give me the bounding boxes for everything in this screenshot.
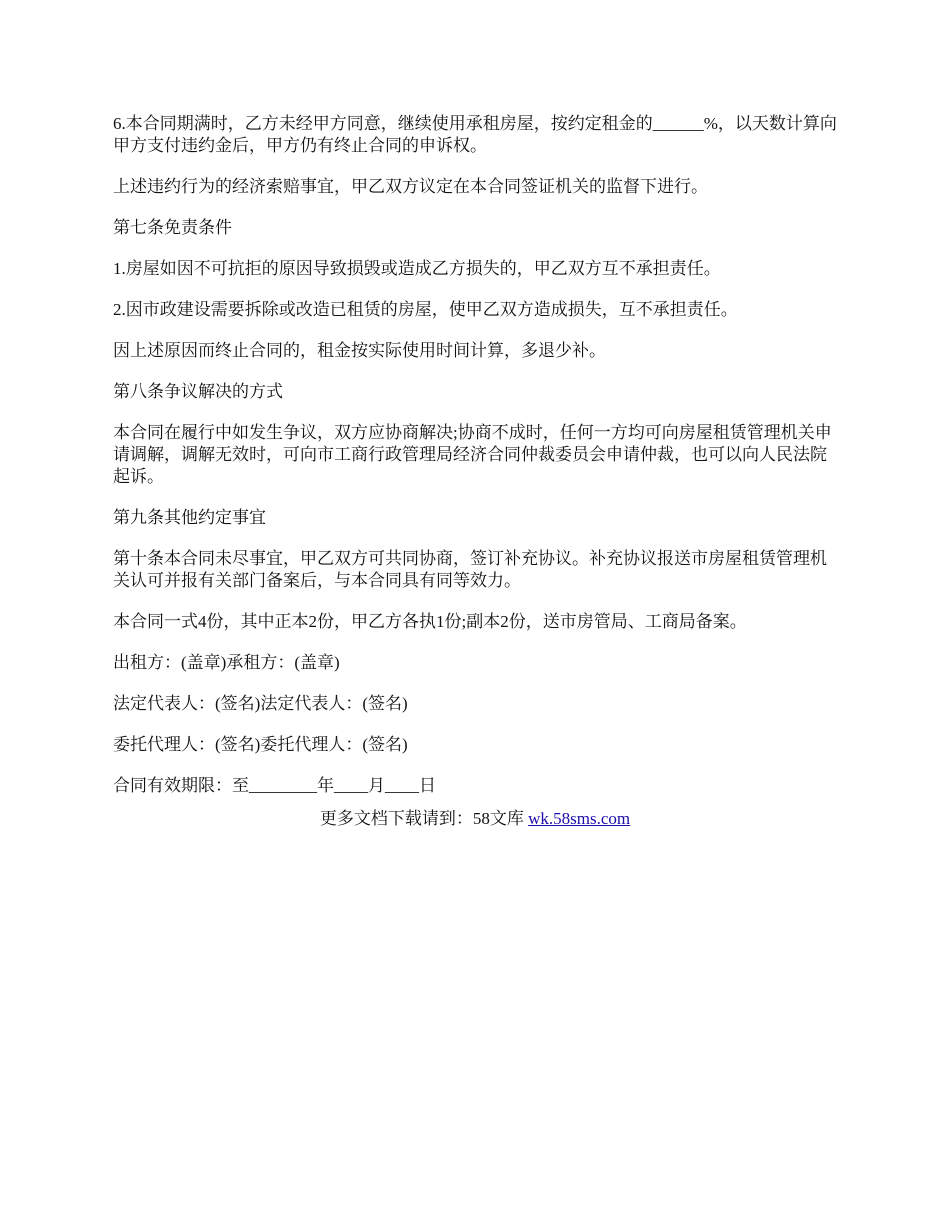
- clause-paragraph: 本合同在履行中如发生争议，双方应协商解决;协商不成时，任何一方均可向房屋租赁管理机关申请调解，调解无效时，可向市工商行政管理局经济合同仲裁委员会申请仲裁，也可以向人民法院起诉。: [113, 423, 832, 486]
- section-heading: 第七条免责条件: [113, 218, 232, 237]
- footer-link[interactable]: wk.58sms.com: [528, 809, 631, 828]
- section-heading: 第八条争议解决的方式: [113, 382, 283, 401]
- document-body: [113, 113, 839, 816]
- clause-paragraph: 上述违约行为的经济索赔事宜，甲乙双方议定在本合同签证机关的监督下进行。: [113, 177, 708, 196]
- clause-paragraph: 第十条本合同未尽事宜，甲乙双方可共同协商，签订补充协议。补充协议报送市房屋租赁管理机关认可并报有关部门备案后，与本合同具有同等效力。: [113, 549, 827, 590]
- clause-paragraph: 1.房屋如因不可抗拒的原因导致损毁或造成乙方损失的，甲乙双方互不承担责任。: [113, 259, 721, 278]
- footer-prefix: 更多文档下载请到：58文库: [319, 809, 529, 828]
- section-heading: 第九条其他约定事宜: [113, 508, 266, 527]
- download-footer: [0, 808, 950, 830]
- signature-line-lessor-lessee: 出租方：(盖章)承租方：(盖章): [113, 653, 340, 672]
- clause-paragraph: 因上述原因而终止合同的，租金按实际使用时间计算，多退少补。: [113, 341, 606, 360]
- signature-line-agent: 委托代理人：(签名)委托代理人：(签名): [113, 735, 408, 754]
- signature-line-legal-rep: 法定代表人：(签名)法定代表人：(签名): [113, 694, 408, 713]
- clause-paragraph: 6.本合同期满时，乙方未经甲方同意，继续使用承租房屋，按约定租金的______%，以天数计算向甲方支付违约金后，甲方仍有终止合同的申诉权。: [113, 114, 837, 155]
- validity-period-line: 合同有效期限：至________年____月____日: [113, 776, 436, 795]
- clause-paragraph: 本合同一式4份，其中正本2份，甲乙方各执1份;副本2份，送市房管局、工商局备案。: [113, 612, 747, 631]
- clause-paragraph: 2.因市政建设需要拆除或改造已租赁的房屋，使甲乙双方造成损失，互不承担责任。: [113, 300, 738, 319]
